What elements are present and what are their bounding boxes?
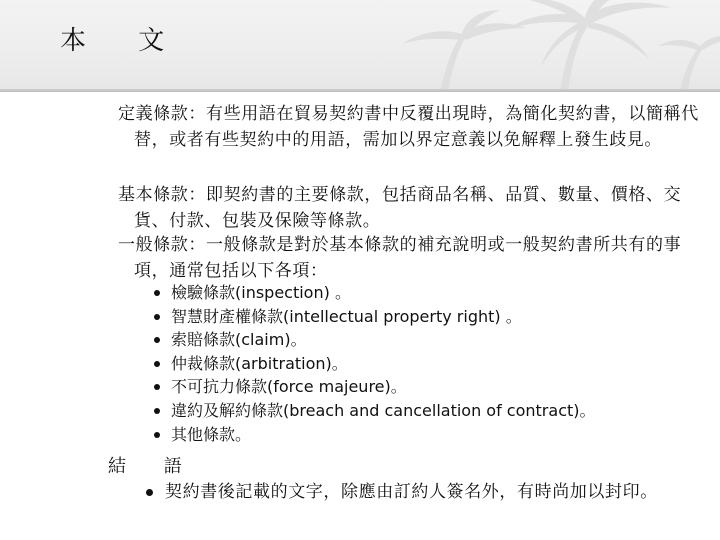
- general-clause-paragraph: 一般條款：一般條款是對於基本條款的補充說明或一般契約書所共有的事項，通常包括以下各項：: [118, 235, 682, 281]
- definition-clause-paragraph: 定義條款：有些用語在貿易契約書中反覆出現時，為簡化契約書，以簡稱代替，或者有些契約中的用語，需加以界定意義以免解釋上發生歧見。: [118, 104, 699, 150]
- conclusion-heading: 結 語: [108, 456, 198, 477]
- basic-clause-paragraph: 基本條款：即契約書的主要條款，包括商品名稱、品質、數量、價格、交貨、付款、包裝及保險等條款。: [118, 185, 682, 231]
- conclusion-item: 契約書後記載的文字，除應由訂約人簽名外，有時尚加以封印。: [146, 480, 695, 505]
- bullet-icon: [154, 290, 160, 296]
- bullet-icon: [154, 408, 160, 414]
- list-item: 其他條款。: [154, 423, 674, 447]
- slide-title: 本 文: [60, 26, 187, 56]
- bullet-icon: [154, 361, 160, 367]
- list-item: 仲裁條款(arbitration)。: [154, 352, 674, 376]
- list-item: 違約及解約條款(breach and cancellation of contract)。: [154, 399, 674, 423]
- general-clause-list: [154, 281, 674, 446]
- bullet-icon: [154, 432, 160, 438]
- bullet-icon: [154, 337, 160, 343]
- list-item: 智慧財產權條款(intellectual property right) 。: [154, 305, 674, 329]
- list-item: 索賠條款(claim)。: [154, 328, 674, 352]
- list-item: 不可抗力條款(force majeure)。: [154, 375, 674, 399]
- list-item: 檢驗條款(inspection) 。: [154, 281, 674, 305]
- bullet-icon: [146, 489, 153, 496]
- bullet-icon: [154, 384, 160, 390]
- bullet-icon: [154, 314, 160, 320]
